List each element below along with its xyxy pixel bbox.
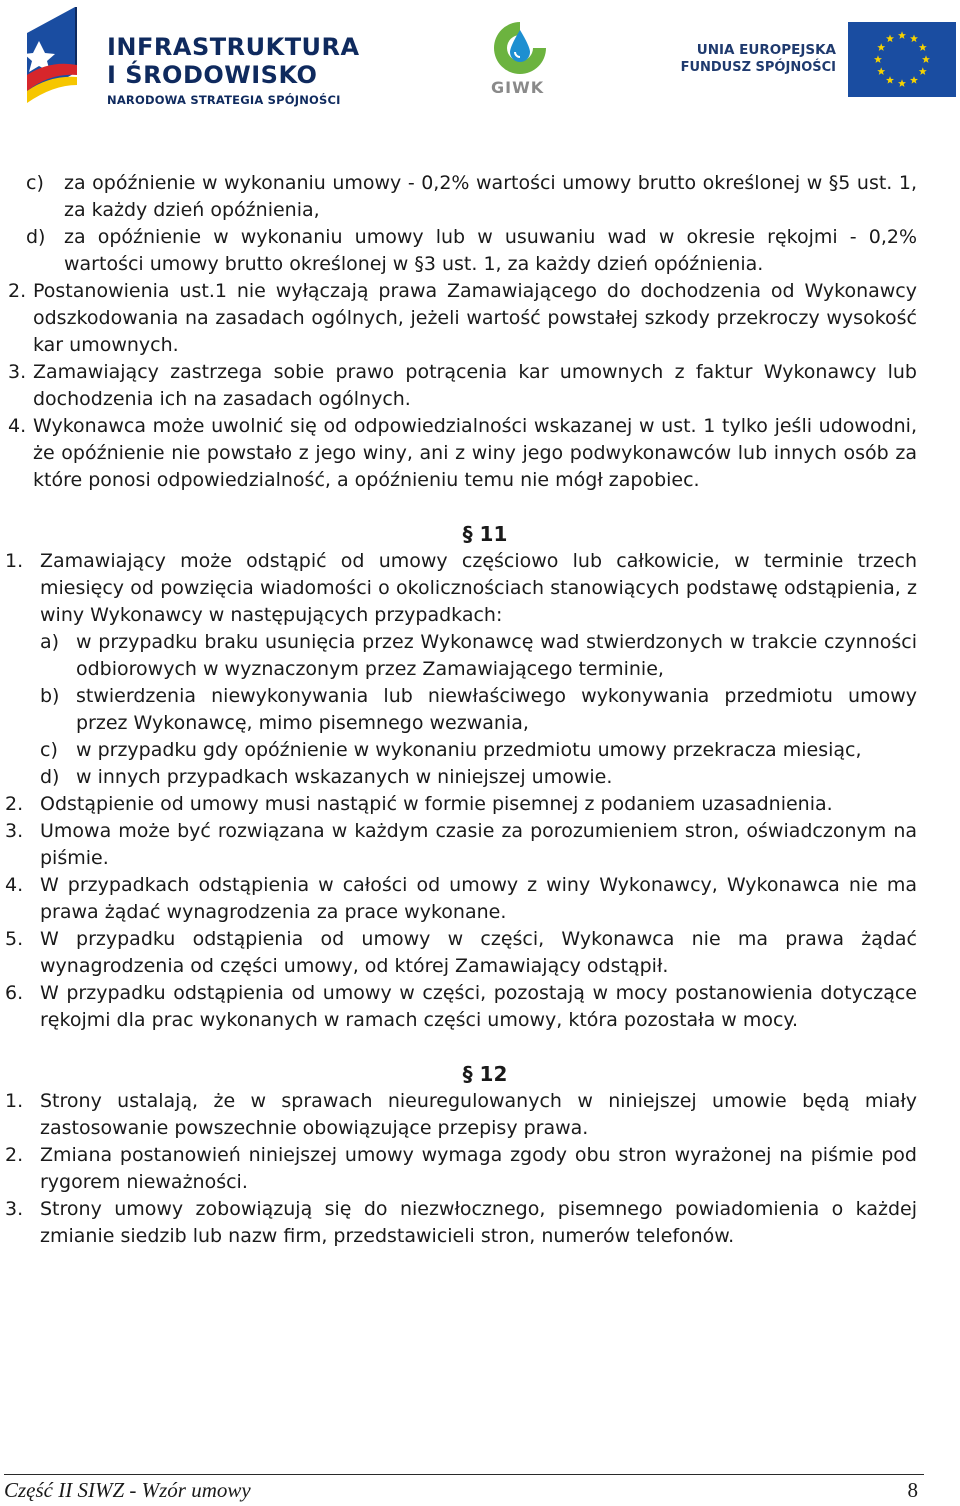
item-text: Zamawiający może odstąpić od umowy częściowo lub całkowicie, w terminie trzech miesięcy od powzięcia wiadomości o okolicznościach stanowiących podstawę odstąpienia, z winy Wykonawcy w następujących przypadkach: — [40, 550, 917, 626]
item-label: 2. — [8, 280, 27, 302]
list-item — [0, 791, 960, 818]
item-label: 2. — [5, 1144, 24, 1166]
item-text: Postanowienia ust.1 nie wyłączają prawa Zamawiającego do dochodzenia od Wykonawcy odszkodowania na zasadach ogólnych, jeżeli wartość powstałej szkody przekroczy wysokość kar umownych. — [33, 280, 917, 356]
giwk-label: GIWK — [491, 78, 545, 97]
list-item — [0, 1088, 960, 1142]
item-label: c) — [26, 172, 44, 194]
list-item — [0, 278, 960, 359]
item-text: W przypadku odstąpienia od umowy w części, Wykonawca nie ma prawa żądać wynagrodzenia od części umowy, od której Zamawiający odstąpił. — [40, 928, 917, 977]
page-footer — [0, 1474, 960, 1504]
item-text: stwierdzenia niewykonywania lub niewłaściwego wykonywania przedmiotu umowy przez Wykonawcę, mimo pisemnego wezwania, — [76, 685, 917, 734]
giwk-logo — [485, 18, 555, 103]
star-swoosh-icon — [25, 5, 105, 110]
item-text: Strony umowy zobowiązują się do niezwłocznego, pisemnego powiadomienia o każdej zmianie siedzib lub nazw firm, przedstawicieli stron, numerów telefonów. — [40, 1198, 917, 1247]
list-item — [0, 980, 960, 1034]
list-item — [0, 413, 960, 494]
list-item — [0, 683, 960, 737]
list-item — [0, 1142, 960, 1196]
item-text: Wykonawca może uwolnić się od odpowiedzialności wskazanej w ust. 1 tylko jeśli udowodni, że opóźnienie nie powstało z jego winy, ani z winy jego podwykonawców lub innych osób za które ponosi odpowiedzialność, a opóźnieniu temu nie mógł zapobiec. — [33, 415, 917, 491]
item-text: Odstąpienie od umowy musi nastąpić w formie pisemnej z podaniem uzasadnienia. — [40, 793, 833, 815]
list-item — [0, 548, 960, 629]
list-item — [0, 818, 960, 872]
giwk-emblem-icon — [485, 18, 555, 78]
item-text: za opóźnienie w wykonaniu umowy - 0,2% wartości umowy brutto określonej w §5 ust. 1, za każdy dzień opóźnienia, — [64, 172, 917, 221]
item-label: c) — [40, 739, 58, 761]
section-title: § 12 — [462, 1062, 508, 1086]
list-item — [0, 359, 960, 413]
item-label: 1. — [5, 550, 24, 572]
list-item — [0, 629, 960, 683]
item-label: d) — [26, 226, 46, 248]
fund-name: FUNDUSZ SPÓJNOŚCI — [680, 60, 836, 75]
item-text: za opóźnienie w wykonaniu umowy lub w usuwaniu wad w okresie rękojmi - 0,2% wartości umowy brutto określonej w §3 ust. 1, za każdy dzień opóźnienia. — [64, 226, 917, 275]
item-text: Strony ustalają, że w sprawach nieuregulowanych w niniejszej umowie będą miały zastosowanie powszechnie obowiązujące przepisy prawa. — [40, 1090, 917, 1139]
logo-line-2: I ŚRODOWISKO — [107, 61, 318, 89]
list-item — [0, 926, 960, 980]
item-text: w przypadku gdy opóźnienie w wykonaniu przedmiotu umowy przekracza miesiąc, — [76, 739, 862, 761]
list-item — [0, 1196, 960, 1250]
item-label: 4. — [8, 415, 27, 437]
item-label: 6. — [5, 982, 24, 1004]
item-text: w innych przypadkach wskazanych w niniejszej umowie. — [76, 766, 613, 788]
item-text: Zmiana postanowień niniejszej umowy wymaga zgody obu stron wyrażonej na piśmie pod rygorem nieważności. — [40, 1144, 917, 1193]
footer-document-title: Część II SIWZ - Wzór umowy — [4, 1478, 251, 1502]
item-text: W przypadkach odstąpienia w całości od umowy z winy Wykonawcy, Wykonawca nie ma prawa żądać wynagrodzenia za prace wykonane. — [40, 874, 917, 923]
item-label: a) — [40, 631, 60, 653]
list-item — [0, 737, 960, 764]
infrastruktura-srodowisko-logo — [25, 5, 365, 110]
list-item — [0, 224, 960, 278]
item-label: 3. — [5, 1198, 24, 1220]
item-text: Zamawiający zastrzega sobie prawo potrącenia kar umownych z faktur Wykonawcy lub dochodzenia ich na zasadach ogólnych. — [33, 361, 917, 410]
page-number: 8 — [907, 1478, 918, 1502]
item-label: 2. — [5, 793, 24, 815]
eu-cohesion-fund-logo — [680, 22, 958, 97]
item-label: 5. — [5, 928, 24, 950]
list-item — [0, 170, 960, 224]
eu-name: UNIA EUROPEJSKA — [696, 42, 836, 58]
eu-flag-icon — [848, 22, 956, 97]
logo-line-1: INFRASTRUKTURA — [107, 33, 360, 61]
document-body — [0, 170, 960, 1250]
item-text: w przypadku braku usunięcia przez Wykonawcę wad stwierdzonych w trakcie czynności odbiorowych w wyznaczonym przez Zamawiającego terminie, — [76, 631, 917, 680]
footer-divider — [4, 1474, 924, 1475]
item-label: 4. — [5, 874, 24, 896]
list-item — [0, 872, 960, 926]
item-text: W przypadku odstąpienia od umowy w części, pozostają w mocy postanowienia dotyczące rękojmi dla prac wykonanych w ramach części umowy, która pozostała w mocy. — [40, 982, 917, 1031]
logo-line-3: NARODOWA STRATEGIA SPÓJNOŚCI — [107, 93, 341, 107]
list-item — [0, 764, 960, 791]
section-title: § 11 — [462, 522, 508, 546]
item-label: d) — [40, 766, 60, 788]
item-label: 1. — [5, 1090, 24, 1112]
page-header — [0, 0, 960, 115]
item-label: 3. — [8, 361, 27, 383]
item-label: b) — [40, 685, 60, 707]
item-label: 3. — [5, 820, 24, 842]
item-text: Umowa może być rozwiązana w każdym czasie za porozumieniem stron, oświadczonym na piśmie. — [40, 820, 917, 869]
